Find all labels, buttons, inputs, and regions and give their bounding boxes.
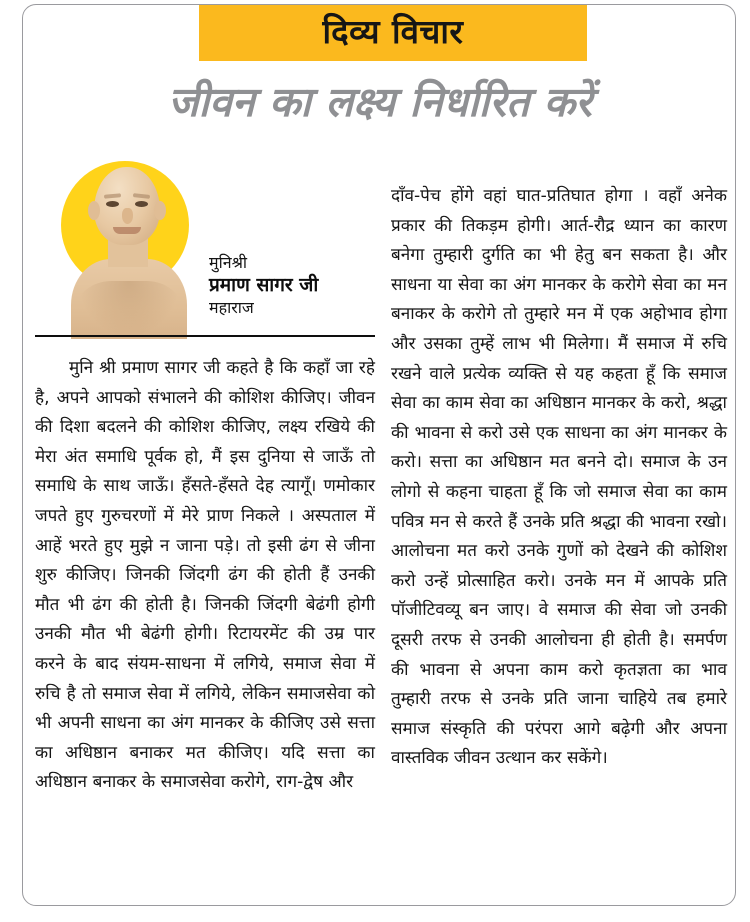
article-column-right xyxy=(391,165,727,791)
portrait-mouth xyxy=(113,227,141,234)
banner-title: दिव्य विचार xyxy=(322,11,464,51)
article-body-left: मुनि श्री प्रमाण सागर जी कहते है कि कहाँ जा रहे है, अपने आपको संभालने की कोशिश कीजिए। जीवन की दिशा बदलने की कोशिश कीजिए, लक्ष्य रखिये की मेरा अंत समाधि पूर्वक हो, मैं इस दुनिया से जाऊँ तो समाधि के साथ जाऊँ। हँसते-हँसते देह त्यागूँ। णमोकार जपते हुए गुरुचरणों में मेरे प्राण निकले । अस्पताल में आहें भरते हुए मुझे न जाना पड़े। तो इसी ढंग से जीना शुरु कीजिए। जिनकी जिंदगी ढंग की होती हैं उनकी मौत भी ढंग की होती है। जिनकी जिंदगी बेढंगी होगी उनकी मौत भी बेढंगी होगी। रिटायरमेंट की उम्र पार करने के बाद संयम-साधना में लगिये, समाज सेवा में रुचि है तो समाज सेवा में लगिये, लेकिन समाजसेवा को भी अपनी साधना का अंग मानकर के कीजिए उसे सत्ता का अधिष्ठान बनाकर मत कीजिए। यदि सत्ता का अधिष्ठान बनाकर के समाजसेवा करोगे, राग-द्वेष और xyxy=(35,358,375,793)
column-divider-rule xyxy=(35,335,375,337)
author-block xyxy=(35,153,375,349)
section-banner xyxy=(199,4,587,61)
portrait-ear-left xyxy=(88,201,100,220)
page-title xyxy=(23,79,736,126)
byline xyxy=(209,253,379,318)
byline-title-suffix: महाराज xyxy=(209,297,254,317)
byline-honorific: मुनिश्री xyxy=(209,253,248,272)
article-card xyxy=(22,4,736,906)
portrait-eye-right xyxy=(135,201,148,207)
article-body-right: दाँव-पेच होंगे वहां घात-प्रतिघात होगा । वहाँ अनेक प्रकार की तिकड़म होगी। आर्त-रौद्र ध्यान का कारण बनेगा तुम्हारी दुर्गति का भी हेतु बन सकता है। और साधना या सेवा का अंग मानकर के करोगे सेवा का मन बनाकर के करोगे तो तुम्हारे मन में एक अहोभाव होगा और उसका तुम्हें लाभ भी मिलेगा। मैं समाज में रुचि रखने वाले प्रत्येक व्यक्ति से यह कहता हूँ कि समाज सेवा का काम सेवा का अधिष्ठान मानकर के करो, श्रद्धा की भावना से करो उसे एक साधना का अंग मानकर के करो। सत्ता का अधिष्ठान मत बनने दो। समाज के उन लोगो से कहना चाहता हूँ कि जो समाज सेवा का काम पवित्र मन से करते हैं उनके प्रति श्रद्धा की भावना रखो। आलोचना मत करो उनके गुणों को देखने की कोशिश करो उन्हें प्रोत्साहित करो। उनके मन में आपके प्रति पॉजीटिवव्यू बन जाए। वे समाज की सेवा जो उनकी दूसरी तरफ से उनकी आलोचना ही होती है। समर्पण की भावना से अपना काम करो कृतज्ञता का भाव तुम्हारी तरफ से उनके प्रति जाना चाहिये तब हमारे समाज संस्कृति की परंपरा आगे बढ़ेगी और अपना वास्तविक जीवन उत्थान कर सकेंगे। xyxy=(391,186,727,769)
monk-portrait-image xyxy=(61,161,193,339)
portrait-shading xyxy=(71,281,187,339)
headline-text: जीवन का लक्ष्य निर्धारित करें xyxy=(168,78,592,126)
portrait-ear-right xyxy=(154,201,166,220)
portrait-nose xyxy=(122,208,133,224)
byline-name: प्रमाण सागर जी xyxy=(209,274,319,296)
article-column-left xyxy=(35,335,375,815)
portrait-eye-left xyxy=(106,201,119,207)
